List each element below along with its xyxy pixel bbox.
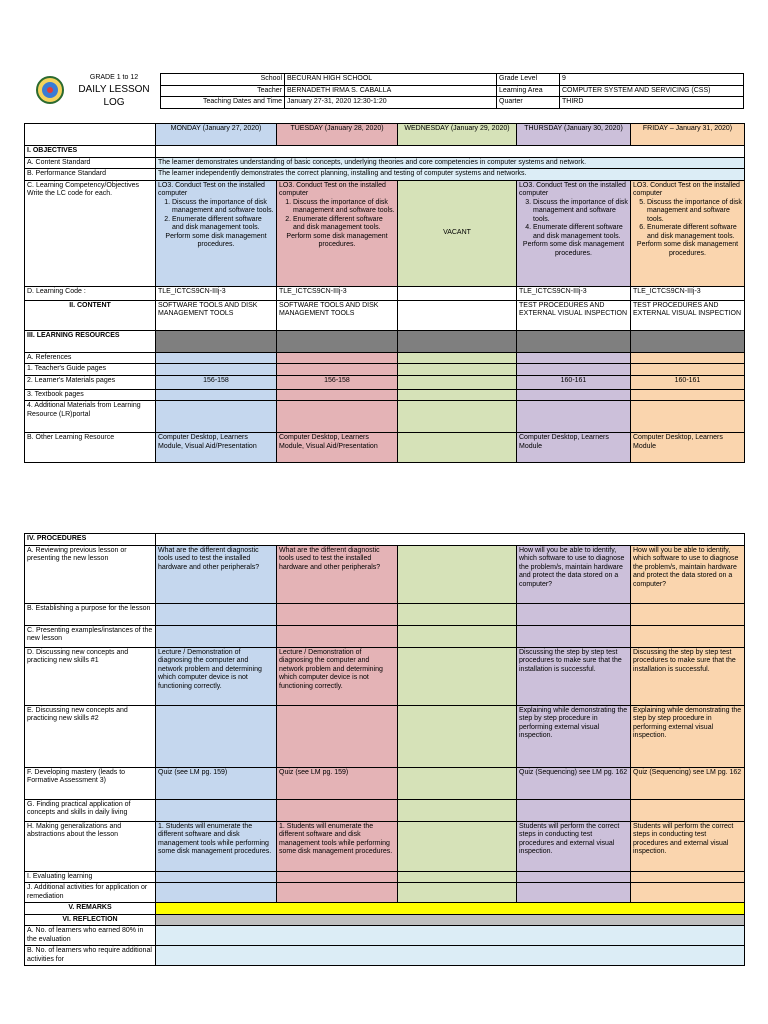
proc-a-label: A. Reviewing previous lesson or presenting the new lesson: [25, 545, 156, 603]
lo-monday: [156, 180, 277, 286]
content-monday: SOFTWARE TOOLS AND DISK MANAGEMENT TOOLS: [156, 300, 277, 330]
proc-d-friday: Discussing the step by step test procedures to make sure that the installation is successful.: [631, 647, 745, 705]
lm-friday: 160-161: [631, 375, 745, 389]
additional-materials-label: 4. Additional Materials from Learning Resource (LR)portal: [25, 401, 156, 433]
teacher-label: Teacher: [161, 85, 285, 97]
day-header-monday: MONDAY (January 27, 2020): [156, 124, 277, 146]
procedures-table: [24, 533, 745, 966]
proc-h-monday: 1. Students will enumerate the different software and disk management tools while performing some disk management procedures.: [156, 821, 277, 871]
proc-d-thursday: Discussing the step by step test procedures to make sure that the installation is successful.: [517, 647, 631, 705]
code-thursday: TLE_ICTCS9CN-IIIj-3: [517, 286, 631, 300]
remarks-label: V. REMARKS: [25, 903, 156, 915]
vacant-cell: VACANT: [398, 180, 517, 286]
day-header-tuesday: TUESDAY (January 28, 2020): [277, 124, 398, 146]
lo-monday-title: LO3. Conduct Test on the installed computer: [158, 181, 265, 197]
lo-tuesday-extra: Perform some disk management procedures.: [286, 232, 388, 248]
quarter-label: Quarter: [497, 97, 560, 109]
proc-g-label: G. Finding practical application of concepts and skills in daily living: [25, 799, 156, 821]
grade-level-value: 9: [560, 74, 744, 86]
references-label: A. References: [25, 352, 156, 364]
learning-area-value: COMPUTER SYSTEM AND SERVICING (CSS): [560, 85, 744, 97]
resources-label: III. LEARNING RESOURCES: [25, 330, 156, 352]
proc-d-tuesday: Lecture / Demonstration of diagnosing the computer and network problem and determining which computer device is not functioning correctly.: [277, 647, 398, 705]
learning-area-label: Learning Area: [497, 85, 560, 97]
dates-value: January 27-31, 2020 12:30-1:20: [285, 97, 497, 109]
content-thursday: TEST PROCEDURES AND EXTERNAL VISUAL INSPECTION: [517, 300, 631, 330]
proc-a-tuesday: What are the different diagnostic tools used to test the installed hardware and other peripherals?: [277, 545, 398, 603]
proc-b-label: B. Establishing a purpose for the lesson: [25, 603, 156, 625]
lo-tuesday-title: LO3. Conduct Test on the installed computer: [279, 181, 386, 197]
quarter-value: THIRD: [560, 97, 744, 109]
lm-monday: 156-158: [156, 375, 277, 389]
other-resource-label: B. Other Learning Resource: [25, 433, 156, 463]
lo-thursday-item: 3. Discuss the importance of disk management and software tools.: [533, 199, 628, 225]
code-monday: TLE_ICTCS9CN-IIIj-3: [156, 286, 277, 300]
proc-j-label: J. Additional activities for application or remediation: [25, 883, 156, 903]
reflection-a-label: A. No. of learners who earned 80% in the evaluation: [25, 926, 156, 946]
lo-monday-item: 2. Enumerate different software and disk management tools.: [172, 216, 274, 233]
day-header-thursday: THURSDAY (January 30, 2020): [517, 124, 631, 146]
lo-thursday: [517, 180, 631, 286]
lo-thursday-extra: Perform some disk management procedures.: [522, 241, 625, 257]
proc-a-thursday: How will you be able to identify, which software to use to diagnose the problem/s, maintain hardware and protect the data stored on a computer?: [517, 545, 631, 603]
proc-f-tuesday: Quiz (see LM pg. 159): [277, 767, 398, 799]
content-label: II. CONTENT: [25, 300, 156, 330]
proc-d-label: D. Discussing new concepts and practicing new skills #1: [25, 647, 156, 705]
lo-tuesday: [277, 180, 398, 286]
textbook-label: 3. Textbook pages: [25, 389, 156, 401]
proc-c-label: C. Presenting examples/instances of the new lesson: [25, 625, 156, 647]
learners-materials-label: 2. Learner's Materials pages: [25, 375, 156, 389]
proc-f-label: F. Developing mastery (leads to Formative Assessment 3): [25, 767, 156, 799]
lo-tuesday-item: 1. Discuss the importance of disk management and software tools.: [293, 199, 395, 216]
lo-monday-item: 1. Discuss the importance of disk management and software tools.: [172, 199, 274, 216]
code-tuesday: TLE_ICTCS9CN-IIIj-3: [277, 286, 398, 300]
proc-h-thursday: Students will perform the correct steps in conducting test procedures and external visual inspection.: [517, 821, 631, 871]
proc-e-thursday: Explaining while demonstrating the step by step procedure in performing external visual inspection.: [517, 705, 631, 767]
lo-thursday-title: LO3. Conduct Test on the installed computer: [519, 181, 626, 197]
proc-e-friday: Explaining while demonstrating the step by step procedure in performing external visual inspection.: [631, 705, 745, 767]
learning-code-label: D. Learning Code :: [25, 286, 156, 300]
other-resource-monday: Computer Desktop, Learners Module, Visual Aid/Presentation: [156, 433, 277, 463]
header-grade: GRADE 1 to 12: [89, 74, 139, 81]
school-value: BECURAN HIGH SCHOOL: [285, 74, 497, 86]
other-resource-friday: Computer Desktop, Learners Module: [631, 433, 745, 463]
proc-f-thursday: Quiz (Sequencing) see LM pg. 162: [517, 767, 631, 799]
day-header-friday: FRIDAY – January 31, 2020): [631, 124, 745, 146]
lo-friday-item: 6. Enumerate different software and disk management tools.: [647, 224, 742, 241]
proc-h-tuesday: 1. Students will enumerate the different software and disk management tools while performing some disk management procedures.: [277, 821, 398, 871]
performance-standard-text: The learner independently demonstrates the correct planning, installing and testing of computer systems and networks.: [156, 169, 745, 181]
lo-monday-extra: Perform some disk management procedures.: [165, 232, 267, 248]
proc-i-label: I. Evaluating learning: [25, 871, 156, 883]
proc-a-monday: What are the different diagnostic tools used to test the installed hardware and other peripherals?: [156, 545, 277, 603]
lo-tuesday-item: 2. Enumerate different software and disk management tools.: [293, 216, 395, 233]
lo-friday-title: LO3. Conduct Test on the installed computer: [633, 181, 740, 197]
header-title-line1: DAILY LESSON: [78, 84, 150, 95]
header-title-line2: LOG: [103, 97, 125, 108]
competency-label: C. Learning Competency/Objectives Write the LC code for each.: [25, 180, 156, 286]
content-tuesday: SOFTWARE TOOLS AND DISK MANAGEMENT TOOLS: [277, 300, 398, 330]
lm-thursday: 160-161: [517, 375, 631, 389]
teachers-guide-label: 1. Teacher's Guide pages: [25, 364, 156, 376]
day-header-wednesday: WEDNESDAY (January 29, 2020): [398, 124, 517, 146]
proc-h-friday: Students will perform the correct steps in conducting test procedures and external visual inspection.: [631, 821, 745, 871]
school-label: School: [161, 74, 285, 86]
code-friday: TLE_ICTCS9CN-IIIj-3: [631, 286, 745, 300]
lo-thursday-item: 4. Enumerate different software and disk management tools.: [533, 224, 628, 241]
lo-friday-extra: Perform some disk management procedures.: [636, 241, 739, 257]
content-friday: TEST PROCEDURES AND EXTERNAL VISUAL INSPECTION: [631, 300, 745, 330]
other-resource-tuesday: Computer Desktop, Learners Module, Visual Aid/Presentation: [277, 433, 398, 463]
objectives-table: [24, 123, 745, 463]
reflection-label: VI. REFLECTION: [25, 914, 156, 926]
lo-friday-item: 5. Discuss the importance of disk management and software tools.: [647, 199, 742, 225]
procedures-heading: IV. PROCEDURES: [25, 534, 156, 546]
proc-a-friday: How will you be able to identify, which software to use to diagnose the problem/s, maintain hardware and protect the data stored on a computer?: [631, 545, 745, 603]
proc-d-monday: Lecture / Demonstration of diagnosing the computer and network problem and determining which computer device is not functioning correctly.: [156, 647, 277, 705]
objectives-heading: I. OBJECTIVES: [25, 146, 156, 158]
dates-label: Teaching Dates and Time: [161, 97, 285, 109]
proc-f-monday: Quiz (see LM pg. 159): [156, 767, 277, 799]
performance-standard-label: B. Performance Standard: [25, 169, 156, 181]
lo-friday: [631, 180, 745, 286]
header-table: [160, 73, 744, 109]
other-resource-thursday: Computer Desktop, Learners Module: [517, 433, 631, 463]
lm-tuesday: 156-158: [277, 375, 398, 389]
proc-e-label: E. Discussing new concepts and practicing new skills #2: [25, 705, 156, 767]
proc-h-label: H. Making generalizations and abstractions about the lesson: [25, 821, 156, 871]
content-standard-text: The learner demonstrates understanding of basic concepts, underlying theories and core competencies in computer systems and network.: [156, 157, 745, 169]
deped-seal-logo: [36, 76, 64, 104]
grade-level-label: Grade Level: [497, 74, 560, 86]
reflection-b-label: B. No. of learners who require additional activities for: [25, 946, 156, 966]
content-standard-label: A. Content Standard: [25, 157, 156, 169]
teacher-value: BERNADETH IRMA S. CABALLA: [285, 85, 497, 97]
proc-f-friday: Quiz (Sequencing) see LM pg. 162: [631, 767, 745, 799]
